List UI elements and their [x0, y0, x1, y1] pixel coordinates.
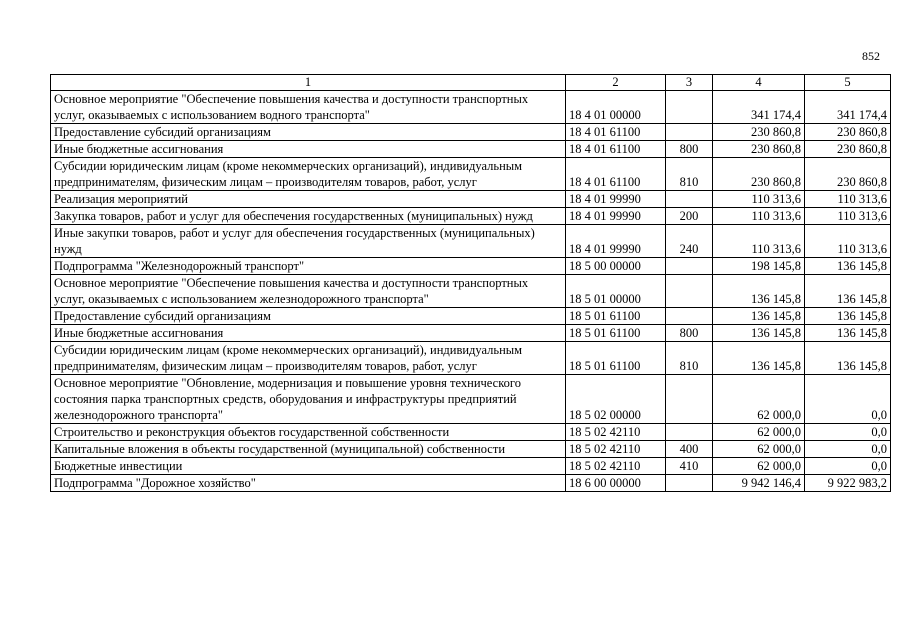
row-expense-type-cell — [666, 124, 713, 141]
table-row — [51, 441, 891, 458]
row-code-cell: 18 4 01 61100 — [566, 124, 666, 141]
row-amount-col4-cell: 62 000,0 — [713, 424, 805, 441]
row-expense-type-cell — [666, 275, 713, 308]
table-row — [51, 208, 891, 225]
row-amount-col4-cell: 110 313,6 — [713, 191, 805, 208]
row-amount-col5-cell: 0,0 — [805, 441, 891, 458]
row-amount-col4-cell: 62 000,0 — [713, 458, 805, 475]
row-amount-col5-cell: 0,0 — [805, 424, 891, 441]
row-code-cell: 18 5 02 00000 — [566, 375, 666, 424]
row-name-cell: Субсидии юридическим лицам (кроме некоммерческих организаций), индивидуальным предпринимателям, физическим лицам – производителям товаров, работ, услуг — [51, 342, 566, 375]
table-row — [51, 124, 891, 141]
row-code-cell: 18 5 00 00000 — [566, 258, 666, 275]
row-amount-col4-cell: 62 000,0 — [713, 375, 805, 424]
table-row — [51, 424, 891, 441]
row-amount-col4-cell: 230 860,8 — [713, 124, 805, 141]
row-name-cell: Основное мероприятие "Обновление, модернизация и повышение уровня технического состояния парка транспортных средств, оборудования и инфраструктуры предприятий железнодорожного транспорта" — [51, 375, 566, 424]
row-amount-col5-cell: 0,0 — [805, 375, 891, 424]
row-expense-type-cell: 800 — [666, 141, 713, 158]
row-amount-col4-cell: 9 942 146,4 — [713, 475, 805, 492]
table-row — [51, 258, 891, 275]
row-amount-col4-cell: 341 174,4 — [713, 91, 805, 124]
row-code-cell: 18 6 00 00000 — [566, 475, 666, 492]
row-name-cell: Подпрограмма "Железнодорожный транспорт" — [51, 258, 566, 275]
row-amount-col5-cell: 341 174,4 — [805, 91, 891, 124]
row-amount-col5-cell: 136 145,8 — [805, 325, 891, 342]
row-expense-type-cell: 400 — [666, 441, 713, 458]
table-row — [51, 325, 891, 342]
header-cell: 1 — [51, 75, 566, 91]
row-expense-type-cell — [666, 475, 713, 492]
row-expense-type-cell — [666, 91, 713, 124]
row-code-cell: 18 4 01 99990 — [566, 225, 666, 258]
row-name-cell: Предоставление субсидий организациям — [51, 308, 566, 325]
row-name-cell: Реализация мероприятий — [51, 191, 566, 208]
row-amount-col4-cell: 230 860,8 — [713, 158, 805, 191]
row-amount-col5-cell: 230 860,8 — [805, 158, 891, 191]
table-row — [51, 191, 891, 208]
row-amount-col5-cell: 136 145,8 — [805, 308, 891, 325]
row-code-cell: 18 5 02 42110 — [566, 424, 666, 441]
row-amount-col4-cell: 230 860,8 — [713, 141, 805, 158]
row-name-cell: Капитальные вложения в объекты государственной (муниципальной) собственности — [51, 441, 566, 458]
row-expense-type-cell: 810 — [666, 158, 713, 191]
row-name-cell: Иные бюджетные ассигнования — [51, 325, 566, 342]
row-amount-col5-cell: 0,0 — [805, 458, 891, 475]
row-code-cell: 18 5 02 42110 — [566, 441, 666, 458]
row-amount-col4-cell: 136 145,8 — [713, 325, 805, 342]
row-code-cell: 18 5 02 42110 — [566, 458, 666, 475]
row-amount-col5-cell: 230 860,8 — [805, 124, 891, 141]
row-amount-col5-cell: 110 313,6 — [805, 191, 891, 208]
row-expense-type-cell: 200 — [666, 208, 713, 225]
row-amount-col5-cell: 9 922 983,2 — [805, 475, 891, 492]
header-cell: 3 — [666, 75, 713, 91]
row-code-cell: 18 4 01 99990 — [566, 191, 666, 208]
row-expense-type-cell — [666, 258, 713, 275]
table-row — [51, 275, 891, 308]
table-row — [51, 158, 891, 191]
row-amount-col4-cell: 198 145,8 — [713, 258, 805, 275]
row-amount-col5-cell: 110 313,6 — [805, 225, 891, 258]
table-row — [51, 475, 891, 492]
row-amount-col5-cell: 136 145,8 — [805, 342, 891, 375]
table-row — [51, 375, 891, 424]
row-name-cell: Иные закупки товаров, работ и услуг для обеспечения государственных (муниципальных) нужд — [51, 225, 566, 258]
row-amount-col5-cell: 136 145,8 — [805, 258, 891, 275]
table-row — [51, 91, 891, 124]
row-name-cell: Предоставление субсидий организациям — [51, 124, 566, 141]
row-code-cell: 18 5 01 61100 — [566, 325, 666, 342]
row-expense-type-cell — [666, 191, 713, 208]
page-number: 852 — [862, 49, 880, 63]
row-code-cell: 18 4 01 00000 — [566, 91, 666, 124]
row-name-cell: Строительство и реконструкция объектов государственной собственности — [51, 424, 566, 441]
row-code-cell: 18 4 01 99990 — [566, 208, 666, 225]
row-expense-type-cell: 800 — [666, 325, 713, 342]
row-amount-col5-cell: 230 860,8 — [805, 141, 891, 158]
table-row — [51, 308, 891, 325]
row-amount-col5-cell: 136 145,8 — [805, 275, 891, 308]
table-row — [51, 141, 891, 158]
row-amount-col4-cell: 136 145,8 — [713, 342, 805, 375]
row-code-cell: 18 5 01 61100 — [566, 342, 666, 375]
row-code-cell: 18 5 01 00000 — [566, 275, 666, 308]
budget-table — [50, 74, 891, 492]
row-code-cell: 18 5 01 61100 — [566, 308, 666, 325]
header-cell: 5 — [805, 75, 891, 91]
row-amount-col4-cell: 62 000,0 — [713, 441, 805, 458]
row-amount-col4-cell: 136 145,8 — [713, 308, 805, 325]
table-header-row — [51, 75, 891, 91]
header-cell: 2 — [566, 75, 666, 91]
table-row — [51, 225, 891, 258]
row-name-cell: Основное мероприятие "Обеспечение повышения качества и доступности транспортных услуг, оказываемых с использованием водного транспорта" — [51, 91, 566, 124]
row-name-cell: Бюджетные инвестиции — [51, 458, 566, 475]
row-amount-col4-cell: 110 313,6 — [713, 225, 805, 258]
row-code-cell: 18 4 01 61100 — [566, 141, 666, 158]
row-name-cell: Основное мероприятие "Обеспечение повышения качества и доступности транспортных услуг, оказываемых с использованием железнодорожного транспорта" — [51, 275, 566, 308]
row-code-cell: 18 4 01 61100 — [566, 158, 666, 191]
row-name-cell: Субсидии юридическим лицам (кроме некоммерческих организаций), индивидуальным предпринимателям, физическим лицам – производителям товаров, работ, услуг — [51, 158, 566, 191]
row-expense-type-cell: 810 — [666, 342, 713, 375]
row-amount-col4-cell: 110 313,6 — [713, 208, 805, 225]
row-name-cell: Закупка товаров, работ и услуг для обеспечения государственных (муниципальных) нужд — [51, 208, 566, 225]
table-row — [51, 342, 891, 375]
row-expense-type-cell — [666, 308, 713, 325]
row-expense-type-cell — [666, 424, 713, 441]
row-name-cell: Иные бюджетные ассигнования — [51, 141, 566, 158]
row-expense-type-cell: 240 — [666, 225, 713, 258]
row-amount-col4-cell: 136 145,8 — [713, 275, 805, 308]
row-amount-col5-cell: 110 313,6 — [805, 208, 891, 225]
header-cell: 4 — [713, 75, 805, 91]
row-name-cell: Подпрограмма "Дорожное хозяйство" — [51, 475, 566, 492]
row-expense-type-cell — [666, 375, 713, 424]
table-row — [51, 458, 891, 475]
row-expense-type-cell: 410 — [666, 458, 713, 475]
